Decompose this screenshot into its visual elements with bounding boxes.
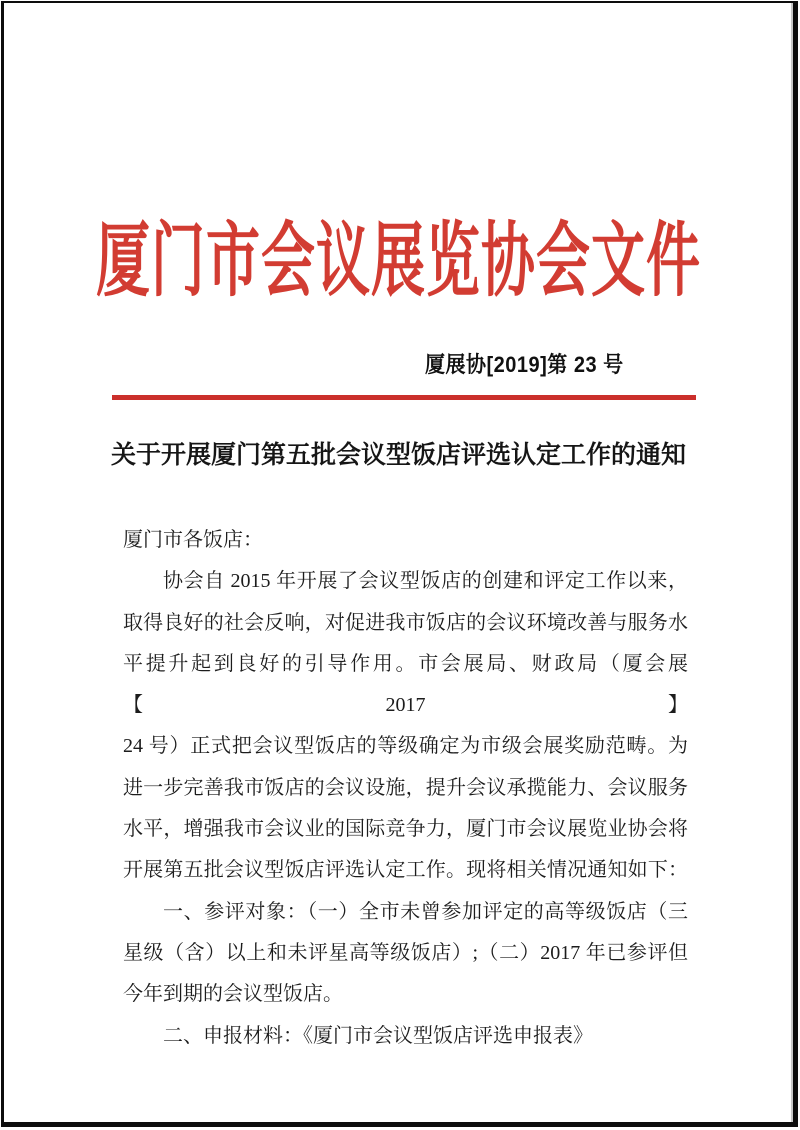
document-reference-number: 厦展协[2019]第 23 号 [425, 353, 624, 378]
body-line: 取得良好的社会反响，对促进我市饭店的会议环境改善与服务水 [123, 611, 688, 634]
document-body [123, 520, 688, 1057]
red-divider-line [112, 395, 696, 400]
document-page [4, 3, 793, 1122]
body-line: 平提升起到良好的引导作用。市会展局、财政局（厦会展【2017】 [123, 652, 688, 717]
body-line: 进一步完善我市饭店的会议设施，提升会议承揽能力、会议服务 [123, 776, 688, 799]
scanned-page-frame [1, 1, 798, 1127]
body-line: 今年到期的会议型饭店。 [123, 983, 343, 1006]
body-line-item-2: 二、申报材料：《厦门市会议型饭店评选申报表》 [163, 1024, 593, 1047]
body-line-salutation: 厦门市各饭店： [123, 529, 263, 551]
letterhead-org-title: 厦门市会议展览协会文件 [96, 216, 701, 307]
body-line: 协会自 2015 年开展了会议型饭店的创建和评定工作以来， [163, 570, 688, 593]
body-line: 24 号）正式把会议型饭店的等级确定为市级会展奖励范畴。为 [123, 735, 688, 758]
body-line: 水平，增强我市会议业的国际竞争力，厦门市会议展览业协会将 [123, 818, 688, 841]
body-line: 开展第五批会议型饭店评选认定工作。现将相关情况通知如下： [123, 859, 688, 882]
body-line-item-1: 一、参评对象：（一）全市未曾参加评定的高等级饭店（三 [163, 900, 688, 923]
scan-edge-shadow [791, 3, 793, 1122]
body-line: 星级（含）以上和未评星高等级饭店）;（二）2017 年已参评但 [123, 941, 688, 964]
notice-title: 关于开展厦门第五批会议型饭店评选认定工作的通知 [110, 441, 686, 469]
